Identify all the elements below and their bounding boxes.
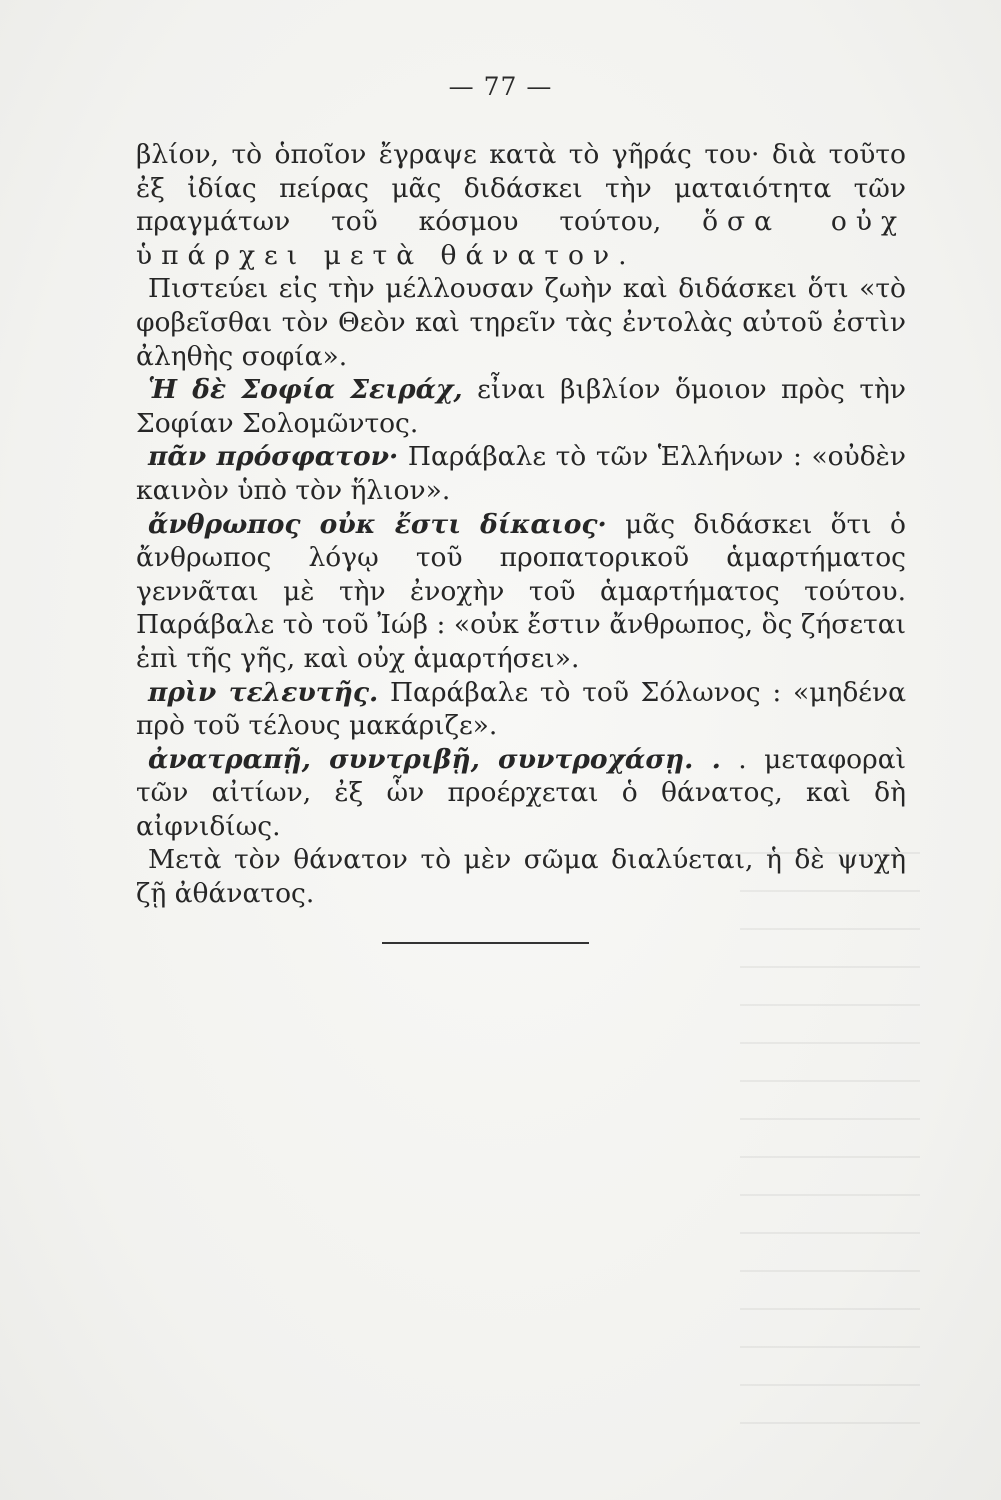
paragraph-5-text: μᾶς διδάσκει ὅτι ὁ ἄνθρωπος λόγῳ τοῦ προπατορικοῦ ἁμαρτήματος γεννᾶται μὲ τὴν ἐνοχὴν τοῦ ἁμαρτήματος τούτου. Παράβαλε τὸ τοῦ Ἰώβ : «οὐκ ἔστιν ἄνθρωπος, ὃς ζήσεται ἐπὶ τῆς γῆς, καὶ οὐχ ἁμαρτήσει».: [136, 508, 906, 674]
section-divider-rule: [382, 942, 589, 944]
term-anatrapi: ἀνατραπῇ, συντριβῇ, συντροχάσῃ. .: [148, 743, 721, 775]
paragraph-7-text: . μεταφοραὶ τῶν αἰτίων, ἐξ ὧν προέρχεται ὁ θάνατος, καὶ δὴ αἰφνιδίως.: [136, 743, 906, 842]
paragraph-3: [136, 373, 906, 440]
paragraph-6-text: Παράβαλε τὸ τοῦ Σόλωνος : «μηδένα πρὸ τοῦ τέλους μακάριζε».: [136, 676, 907, 742]
paragraph-1-text: βλίον, τὸ ὁποῖον ἔγραψε κατὰ τὸ γῆράς του· διὰ τοῦτο ἐξ ἰδίας πείρας μᾶς διδάσκει τὴν ματαιότητα τῶν πραγμάτων τοῦ κόσμου τούτου,: [136, 139, 906, 238]
paragraph-6: [136, 676, 906, 743]
paragraph-1: [136, 138, 906, 272]
paragraph-5: [136, 508, 906, 676]
body-text: [136, 138, 906, 911]
term-prin-teleutis: πρὶν τελευτῆς.: [148, 676, 379, 708]
bleed-through-text: [740, 830, 920, 1430]
term-pan-prosfaton: πᾶν πρόσφατον·: [148, 441, 399, 473]
spaced-emphasis: ὅσα οὐχ ὑπάρχει μετὰ θάνατον.: [136, 206, 906, 271]
paragraph-2: Πιστεύει εἰς τὴν μέλλουσαν ζωὴν καὶ διδάσκει ὅτι «τὸ φοβεῖσθαι τὸν Θεὸν καὶ τηρεῖν τὰς ἐντολὰς αὐτοῦ ἐστὶν ἀληθὴς σοφία».: [136, 273, 906, 372]
paragraph-3-text: εἶναι βιβλίον ὅμοιον πρὸς τὴν Σοφίαν Σολομῶντος.: [136, 374, 907, 439]
paragraph-4-text: Παράβαλε τὸ τῶν Ἑλλήνων : «οὐδὲν καινὸν ὑπὸ τὸν ἥλιον».: [136, 441, 906, 506]
paragraph-7: [136, 743, 906, 844]
paragraph-8: Μετὰ τὸν θάνατον τὸ μὲν σῶμα διαλύεται, ἡ δὲ ψυχὴ ζῇ ἀθάνατος.: [136, 844, 906, 910]
term-sofia-seirach: Ἡ δὲ Σοφία Σειράχ,: [148, 374, 463, 406]
page-number: — 77 —: [448, 72, 553, 101]
term-anthropos: ἄνθρωπος οὐκ ἔστι δίκαιος·: [148, 508, 607, 540]
paragraph-4: [136, 440, 906, 507]
